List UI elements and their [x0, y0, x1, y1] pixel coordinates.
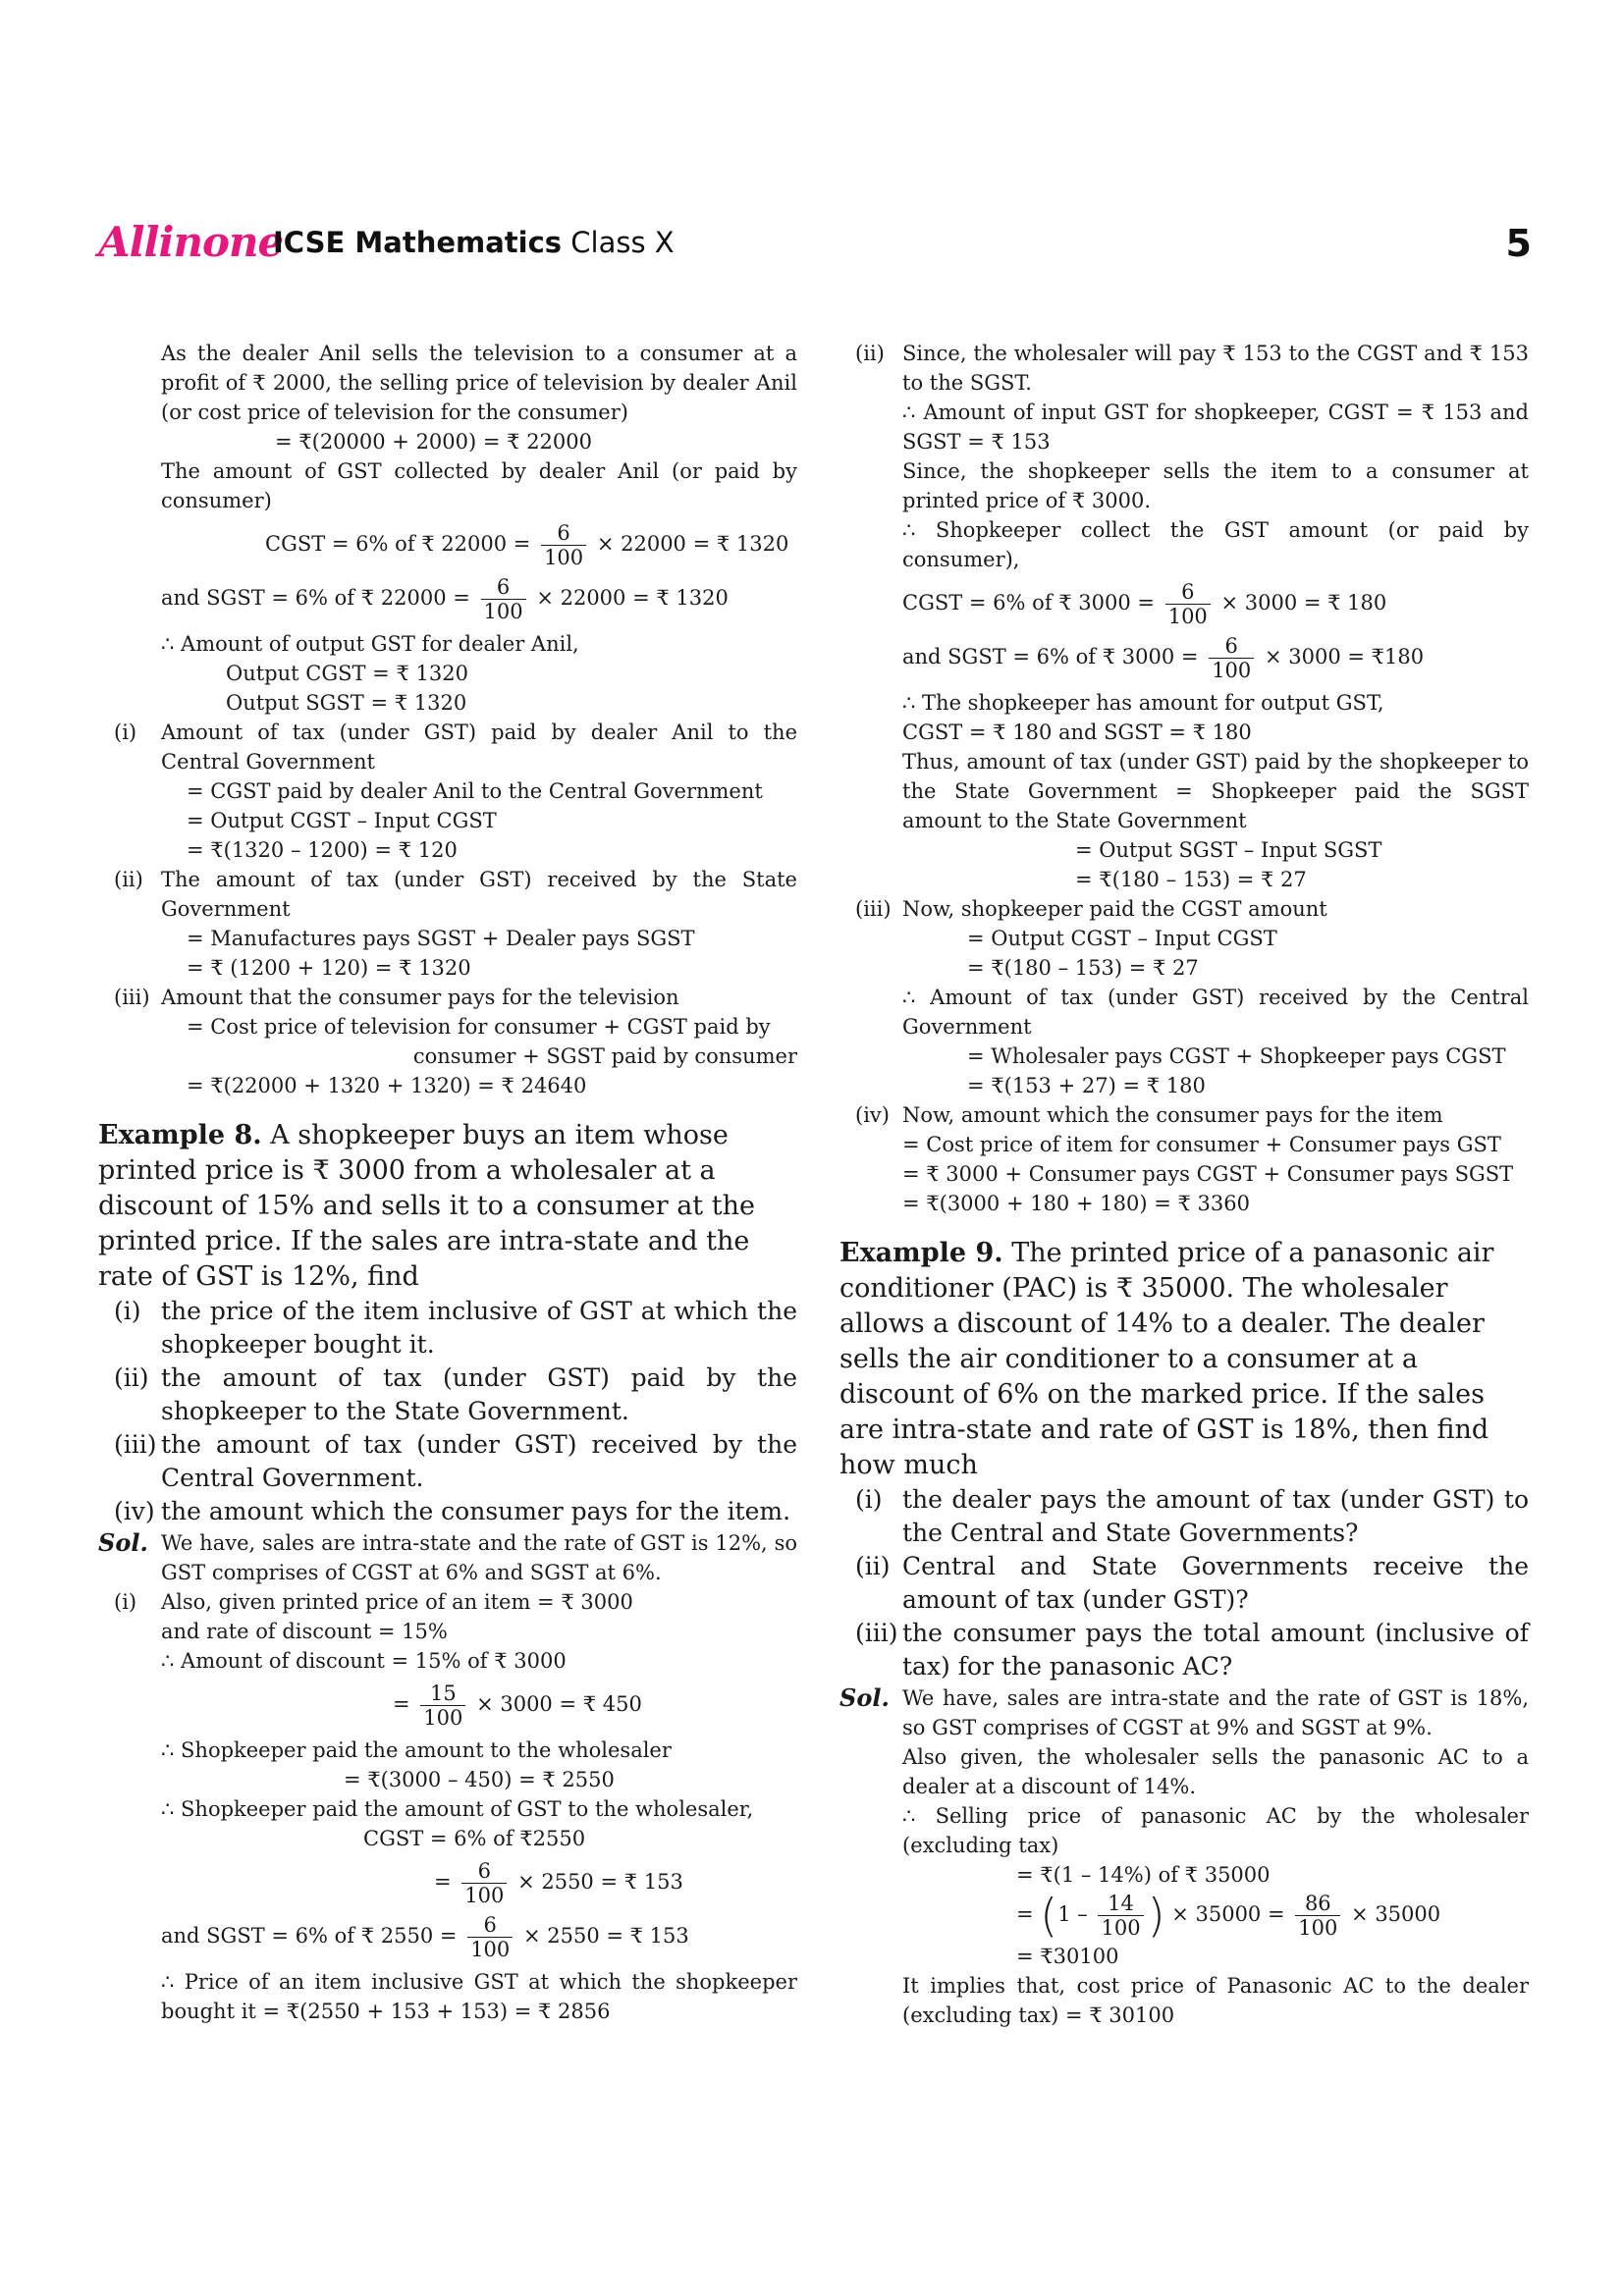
fraction: $\frac{6}{100}$ [1165, 580, 1211, 628]
para: ∴ Selling price of panasonic AC by the wholesaler (excluding tax) [902, 1804, 1529, 1857]
equation: = Manufactures pays SGST + Dealer pays SGST [187, 927, 695, 950]
equation: = Output SGST – Input SGST [1075, 838, 1382, 862]
equation: CGST = ₹ 180 and SGST = ₹ 180 [902, 721, 1252, 744]
list-item: (iii) the amount of tax (under GST) received by the Central Government. [114, 1430, 797, 1492]
equation: = CGST paid by dealer Anil to the Central Government [187, 779, 763, 803]
equation: = ₹(3000 + 180 + 180) = ₹ 3360 [902, 1192, 1250, 1215]
equation: and SGST = 6% of ₹ 3000 = $\frac{6}{100}$ × 3000 = ₹180 [902, 634, 1425, 682]
example-9-heading: Example 9. The printed price of a panasonic air conditioner (PAC) is ₹ 35000. The wholesaler allows a discount of 14% to a dealer. The dealer sells the air conditioner to a consumer at a discount of 6% on the marked price. If the sales are intra-state and rate of GST is 18%, then find how much [839, 1238, 1494, 1480]
equation: = Output CGST – Input CGST [967, 927, 1277, 950]
equation: ∴ Shopkeeper paid the amount of GST to the wholesaler, [161, 1797, 754, 1821]
para: As the dealer Anil sells the television to a consumer at a profit of ₹ 2000, the selling price of television by dealer Anil (or cost price of television for the consumer) [161, 342, 797, 424]
para: Also given, the wholesaler sells the panasonic AC to a dealer at a discount of 14%. [902, 1745, 1529, 1798]
para: It implies that, cost price of Panasonic AC to the dealer (excluding tax) = ₹ 30100 [902, 1974, 1529, 2027]
para: ∴ Price of an item inclusive GST at which the shopkeeper bought it = ₹(2550 + 153 + 153) = ₹ 2856 [161, 1970, 797, 2023]
list-item: (i) Also, given printed price of an item = ₹ 3000 [114, 1590, 633, 1614]
para: ∴ Amount of tax (under GST) received by the Central Government [902, 986, 1529, 1039]
list-item: (iii) Now, shopkeeper paid the CGST amount [855, 897, 1327, 921]
list-item: (i) the price of the item inclusive of GST at which the shopkeeper bought it. [114, 1297, 797, 1359]
page-number: 5 [1505, 222, 1532, 265]
fraction: $\frac{6}{100}$ [481, 575, 526, 623]
equation: ∴ Amount of discount = 15% of ₹ 3000 [161, 1649, 567, 1673]
equation: consumer + SGST paid by consumer [412, 1044, 797, 1068]
fraction: $\frac{6}{100}$ [467, 1913, 513, 1961]
book-title: ICSE Mathematics Class X [273, 226, 675, 259]
list-item: (ii) Central and State Governments receive the amount of tax (under GST)? [855, 1552, 1529, 1614]
equation: and rate of discount = 15% [161, 1620, 448, 1643]
list-item: (iii) the consumer pays the total amount (inclusive of tax) for the panasonic AC? [855, 1619, 1529, 1681]
equation: = (1 – $\frac{14}{100}$ ) × 35000 = $\frac{86}{100}$ × 35000 [1016, 1889, 1441, 1943]
list-item: (iii) Amount that the consumer pays for the television [114, 986, 679, 1009]
para: ∴ Amount of input GST for shopkeeper, CGST = ₹ 153 and SGST = ₹ 153 [902, 400, 1529, 454]
equation: CGST = 6% of ₹2550 [363, 1827, 586, 1850]
equation: CGST = 6% of ₹ 22000 = $\frac{6}{100}$ × 22000 = ₹ 1320 [265, 521, 789, 569]
fraction: $\frac{6}{100}$ [461, 1859, 507, 1907]
equation: Output SGST = ₹ 1320 [226, 691, 467, 715]
fraction: $\frac{86}{100}$ [1295, 1892, 1340, 1940]
page-header [98, 218, 1532, 287]
solution: Sol. We have, sales are intra-state and the rate of GST is 18%, so GST comprises of CGST at 9% and SGST at 9%. [839, 1683, 1529, 1739]
fraction: $\frac{6}{100}$ [1209, 634, 1254, 682]
equation: = ₹(180 – 153) = ₹ 27 [1075, 868, 1307, 891]
list-item: (ii) the amount of tax (under GST) paid by the shopkeeper to the State Government. [114, 1363, 797, 1425]
equation: = ₹(1320 – 1200) = ₹ 120 [187, 838, 458, 862]
equation: = ₹(20000 + 2000) = ₹ 22000 [275, 430, 592, 454]
equation: Output CGST = ₹ 1320 [226, 662, 468, 685]
equation: = ₹(3000 – 450) = ₹ 2550 [344, 1768, 615, 1791]
para: The amount of GST collected by dealer Anil (or paid by consumer) [161, 459, 797, 512]
list-item: (iv) the amount which the consumer pays for the item. [114, 1497, 791, 1525]
list-item: (ii) Since, the wholesaler will pay ₹ 153 to the CGST and ₹ 153 to the SGST. [855, 342, 1529, 395]
equation: = ₹30100 [1016, 1945, 1119, 1968]
equation: = ₹ (1200 + 120) = ₹ 1320 [187, 956, 471, 980]
list-item: (iv) Now, amount which the consumer pays for the item [855, 1103, 1443, 1127]
para: ∴ Shopkeeper collect the GST amount (or paid by consumer), [902, 518, 1529, 571]
left-column [98, 339, 797, 2026]
equation: and SGST = 6% of ₹ 2550 = $\frac{6}{100}$ × 2550 = ₹ 153 [161, 1913, 689, 1961]
right-column [839, 339, 1529, 2030]
equation: = ₹ 3000 + Consumer pays CGST + Consumer pays SGST [902, 1162, 1514, 1186]
para: ∴ The shopkeeper has amount for output GST, [902, 691, 1384, 715]
fraction: $\frac{14}{100}$ [1098, 1892, 1143, 1940]
fraction: $\frac{6}{100}$ [541, 521, 586, 569]
example-8-heading: Example 8. A shopkeeper buys an item whose printed price is ₹ 3000 from a wholesaler at a discount of 15% and sells it to a consumer at the printed price. If the sales are intra-state and the rate of GST is 12%, find [98, 1120, 755, 1292]
equation: = $\frac{6}{100}$ × 2550 = ₹ 153 [434, 1859, 683, 1907]
list-item: (i) Amount of tax (under GST) paid by dealer Anil to the Central Government [114, 721, 797, 774]
equation: and SGST = 6% of ₹ 22000 = $\frac{6}{100}$ × 22000 = ₹ 1320 [161, 575, 729, 623]
equation: = $\frac{15}{100}$ × 3000 = ₹ 450 [393, 1682, 642, 1730]
equation: = ₹(180 – 153) = ₹ 27 [967, 956, 1199, 980]
equation: = ₹(153 + 27) = ₹ 180 [967, 1074, 1206, 1097]
equation: ∴ Shopkeeper paid the amount to the wholesaler [161, 1738, 672, 1762]
fraction: $\frac{15}{100}$ [420, 1682, 465, 1730]
para: Since, the shopkeeper sells the item to a consumer at printed price of ₹ 3000. [902, 459, 1529, 512]
equation: = ₹(1 – 14%) of ₹ 35000 [1016, 1863, 1271, 1887]
equation: = Wholesaler pays CGST + Shopkeeper pays CGST [967, 1044, 1506, 1068]
equation: CGST = 6% of ₹ 3000 = $\frac{6}{100}$ × 3000 = ₹ 180 [902, 580, 1387, 628]
equation: = Cost price of item for consumer + Consumer pays GST [902, 1133, 1501, 1156]
para: Thus, amount of tax (under GST) paid by the shopkeeper to the State Government = Shopkeeper paid the SGST amount to the State Government [902, 750, 1529, 832]
equation: = ₹(22000 + 1320 + 1320) = ₹ 24640 [187, 1074, 587, 1097]
solution: Sol. We have, sales are intra-state and the rate of GST is 12%, so GST comprises of CGST at 6% and SGST at 6%. [98, 1528, 797, 1584]
list-item: (ii) The amount of tax (under GST) received by the State Government [114, 868, 797, 921]
brand-logo: Allinone [98, 218, 284, 266]
equation: = Output CGST – Input CGST [187, 809, 497, 832]
list-item: (i) the dealer pays the amount of tax (under GST) to the Central and State Governments? [855, 1485, 1529, 1547]
para: ∴ Amount of output GST for dealer Anil, [161, 632, 579, 656]
equation: = Cost price of television for consumer + CGST paid by [187, 1015, 771, 1039]
